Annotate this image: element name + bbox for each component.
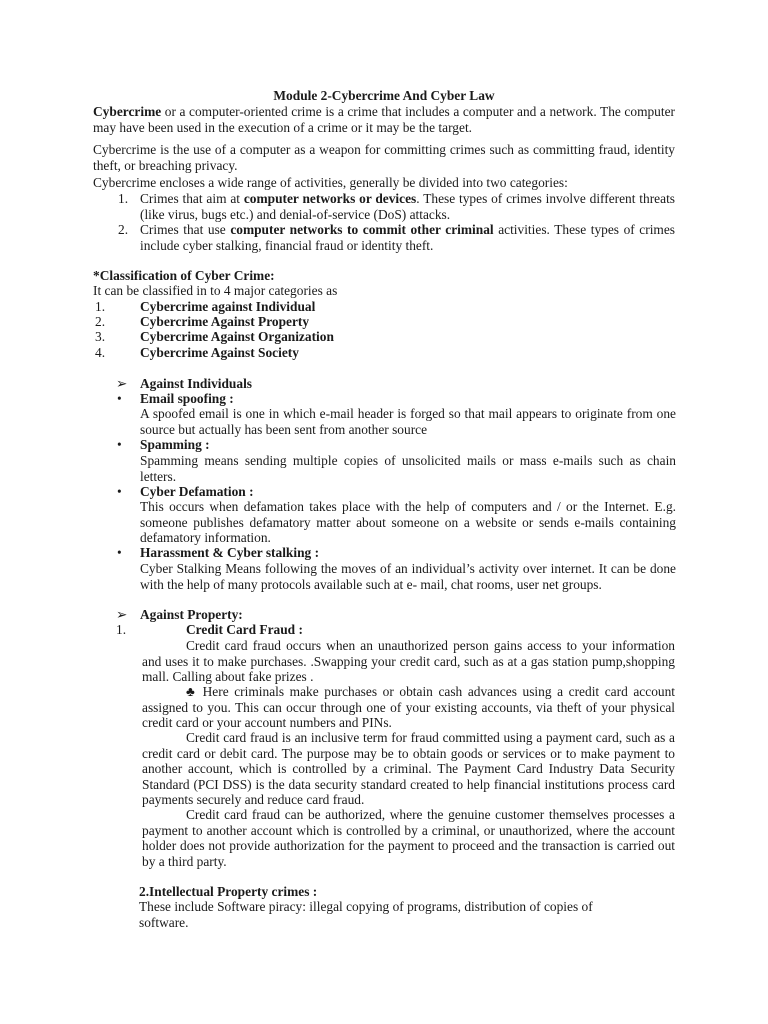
section-heading-individuals: Against Individuals [140,376,253,391]
classification-number: 3. [95,329,106,344]
property-item-number: 1. [116,622,127,637]
classification-item: Cybercrime against Individual [140,299,316,314]
item-heading: Email spoofing : [140,391,234,406]
classification-heading: *Classification of Cyber Crime: [93,268,275,283]
intro-paragraph-2: Cybercrime is the use of a computer as a weapon for committing crimes such as committing fraud, identity theft, or breaching privacy. [93,142,675,173]
item-text: Cyber Stalking Means following the moves of an individual’s activity over internet. It can be done with the help of many protocols available such at e- mail, chat rooms, user net groups. [140,561,676,592]
item-heading: 2.Intellectual Property crimes : [139,884,318,899]
classification-number: 1. [95,299,106,314]
property-paragraph: Credit card fraud occurs when an unauthorized person gains access to your information and uses it to make purchases. .Swapping your credit card, such as at a gas station pump,shopping mall. Calling about fake prizes . [142,638,675,685]
category-number: 1. [118,191,129,206]
intro-paragraph-3: Cybercrime encloses a wide range of activities, generally be divided into two categories: [93,175,568,190]
category-item: Crimes that aim at computer networks or devices. These types of crimes involve different threats (like virus, bugs etc.) and denial-of-service (DoS) attacks. [140,191,676,222]
classification-item: Cybercrime Against Society [140,345,299,360]
classification-number: 4. [95,345,106,360]
bullet-icon: • [117,391,122,406]
arrow-bullet-icon: ➢ [116,607,128,622]
intro-term: Cybercrime [93,104,162,119]
classification-number: 2. [95,314,106,329]
page-title: Module 2-Cybercrime And Cyber Law [273,88,495,103]
category-item: Crimes that use computer networks to commit other criminal activities. These types of crimes include cyber stalking, financial fraud or identity theft. [140,222,675,253]
arrow-bullet-icon: ➢ [116,376,128,391]
item-text: A spoofed email is one in which e-mail header is forged so that mail appears to originate from one source but actually has been sent from another source [140,406,676,437]
property-paragraph: ♣ Here criminals make purchases or obtain cash advances using a credit card account assigned to you. This can occur through one of your existing accounts, via theft of your physical credit card or your account numbers and PINs. [142,684,675,731]
property-paragraph: Credit card fraud is an inclusive term for fraud committed using a payment card, such as a credit card or debit card. The purpose may be to obtain goods or services or to make payment to another account, which is controlled by a criminal. The Payment Card Industry Data Security Standard (PCI DSS) is the data security standard created to help financial institutions process card payments securely and reduce card fraud. [142,730,675,808]
classification-item: Cybercrime Against Property [140,314,310,329]
intro-paragraph-1 [93,104,675,135]
section-heading-property: Against Property: [140,607,243,622]
category-number: 2. [118,222,129,237]
item-heading: Harassment & Cyber stalking : [140,545,320,560]
item-text: Spamming means sending multiple copies of unsolicited mails or mass e-mails such as chain letters. [140,453,676,484]
item-heading: Credit Card Fraud : [186,622,303,637]
classification-subtitle: It can be classified in to 4 major categories as [93,283,338,298]
item-heading: Cyber Defamation : [140,484,254,499]
intro-definition: or a computer-oriented crime is a crime that includes a computer and a network. The computer may have been used in the execution of a crime or it may be the target. [93,104,675,135]
bullet-icon: • [117,545,122,560]
item-text: This occurs when defamation takes place with the help of computers and / or the Internet. E.g. someone publishes defamatory matter about someone on a website or sends e-mails containing defamatory information. [140,499,676,546]
bullet-icon: • [117,484,122,499]
property-paragraph: Credit card fraud can be authorized, where the genuine customer themselves processes a payment to another account which is controlled by a criminal, or unauthorized, where the account holder does not provide authorization for the payment to proceed and the transaction is carried out by a third party. [142,807,675,869]
item-text: These include Software piracy: illegal copying of programs, distribution of copies of software. [139,899,593,930]
bullet-icon: • [117,437,122,452]
classification-item: Cybercrime Against Organization [140,329,334,344]
item-heading: Spamming : [140,437,210,452]
